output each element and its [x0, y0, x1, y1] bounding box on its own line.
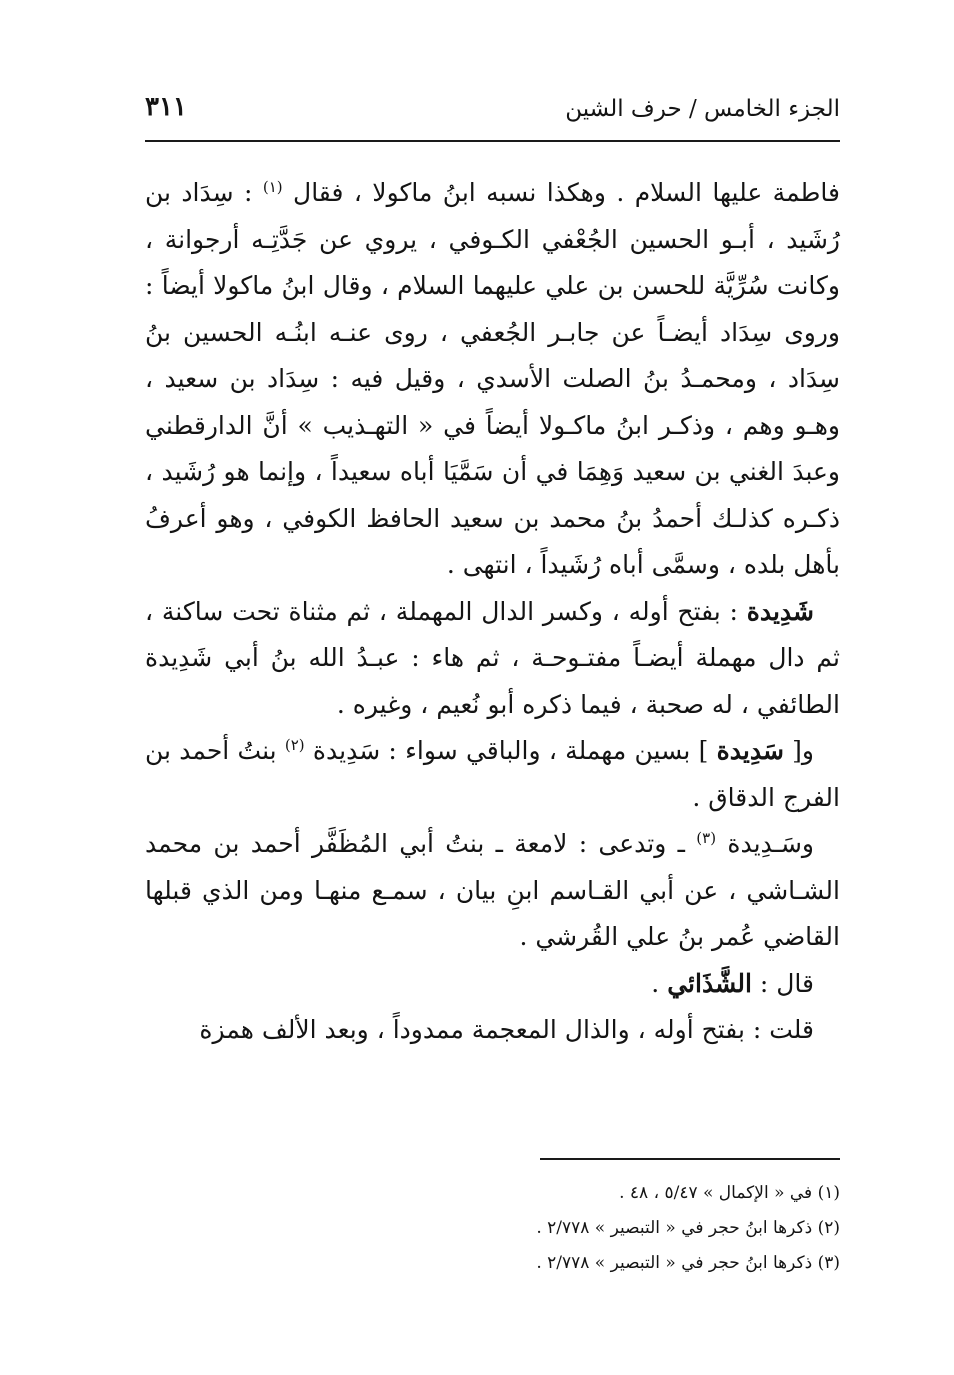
paragraph-text: . [651, 968, 668, 998]
paragraph-text: و[ [783, 736, 814, 765]
paragraph-text: : بفتح أوله ، وكسر الدال المهملة ، ثم مثناة تحت ساكنة ، ثم دال مهملة أيضـاً مفتـوحـة ، ثم هاء : عبـدُ الله بنُ أبي شَدِيدة الطائفي ، له صحبة ، فيما ذكره أبو نُعيم ، وغيره . [145, 596, 840, 719]
paragraph-text: : سِدَاد بن رُشَيد ، أبـو الحسين الجُعْفي الكـوفي ، يروي عن جَدَّتِـه أرجوانة ، وكانت سُرِّيَّة للحسن بن علي عليهما السلام ، وقال ابنُ ماكولا أيضاً : وروى سِدَاد أيضـاً عن جابـر الجُعفي ، روى عنـه ابنُـه الحسين بنُ سِدَاد ، ومحمـدُ بنُ الصلت الأسدي ، وقيل فيه : سِدَاد بن سعيد ، وهـو وهم ، وذكـر ابنُ ماكـولا أيضاً في « التهـذيب » أنَّ الدارقطني وعبدَ الغني بن سعيد وَهِمَا في أن سَمَّيَا أباه سعيداً ، وإنما هو رُشَيد ، ذكـره كذلـك أحمدُ بنُ محمد بن سعيد الحافظ الكوفي ، وهو أعرفُ بأهل بلده ، وسمَّى أباه رُشَيداً ، انتهى . [145, 178, 840, 579]
entry-keyword: الشَّذَائي [667, 968, 752, 998]
entry-keyword: سَدِيدة [716, 736, 784, 765]
paragraph-1 [145, 170, 840, 589]
paragraph-6: قلت : بفتح أوله ، والذال المعجمة ممدوداً ، وبعد الألف همزة [199, 1015, 814, 1044]
footnotes [145, 1176, 840, 1281]
footnote-ref: (٣) [696, 829, 717, 847]
footnote-rule [540, 1158, 840, 1160]
header-rule [145, 140, 840, 142]
entry-shadida [145, 589, 840, 729]
paragraph-text: قال : [751, 968, 814, 998]
footnote-2: (٢) ذكرها ابنُ حجر في « التبصير » ٢/٧٧٨ . [536, 1218, 840, 1238]
footnote-ref: (٢) [284, 736, 305, 754]
main-text [145, 170, 840, 1054]
page-header [145, 88, 840, 136]
footnote-3: (٣) ذكرها ابنُ حجر في « التبصير » ٢/٧٧٨ . [536, 1253, 840, 1273]
paragraph-text: ] بسين مهملة ، والباقي سواء : سَدِيدة [304, 736, 717, 765]
entry-keyword: شَدِيدة [746, 596, 814, 626]
footnote-1: (١) في « الإكمال » ٥/٤٧ ، ٤٨ . [619, 1183, 840, 1203]
paragraph-text: ـ وتدعى : لامعة ـ بنتُ أبي المُظَفَّر أحمد بن محمد الشـاشي ، عن أبي القـاسم ابنِ بيان ، سمـع منهـا ومن الذي قبلها القاضي عُمر بنُ علي القُرشي . [145, 829, 840, 951]
entry-sadida-lamia [145, 821, 840, 961]
paragraph-text: فاطمة عليها السلام . وهكذا نسبه ابنُ ماكولا ، فقال [282, 178, 840, 207]
footnote-ref: (١) [262, 178, 283, 196]
entry-shadhai [145, 961, 840, 1008]
running-title: الجزء الخامس / حرف الشين [565, 96, 840, 122]
page-number: ٣١١ [145, 92, 187, 122]
paragraph-text: وسَـدِيدة [716, 829, 814, 858]
entry-sadida [145, 728, 840, 821]
paragraph-text: بنتُ أحمد بن الفرج الدقاق . [145, 736, 840, 812]
